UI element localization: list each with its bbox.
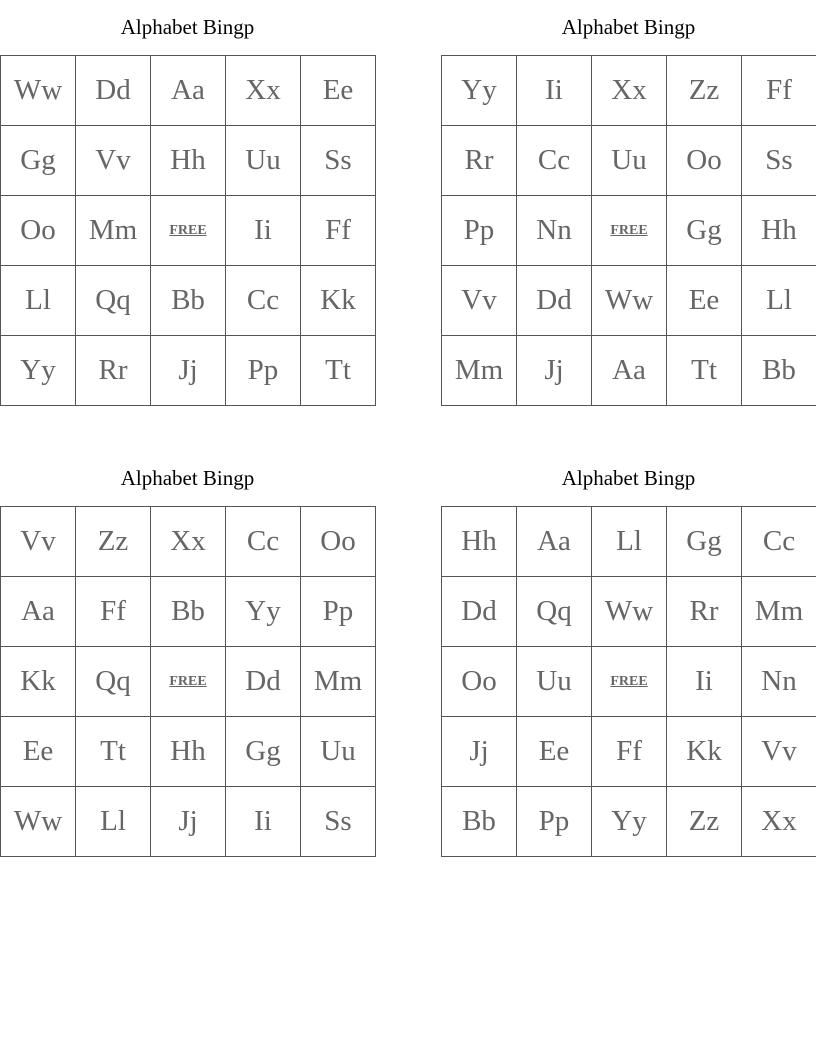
grid-cell: Hh — [151, 126, 226, 196]
grid-cell: Nn — [517, 196, 592, 266]
grid-row — [1, 266, 376, 336]
grid-row — [1, 507, 376, 577]
grid-cell: Ee — [1, 717, 76, 787]
grid-cell: Ll — [742, 266, 816, 336]
free-space-cell: FREE — [151, 647, 226, 717]
grid-row — [1, 56, 376, 126]
grid-cell: Tt — [667, 336, 742, 406]
grid-cell: Tt — [301, 336, 376, 406]
grid-cell: Cc — [517, 126, 592, 196]
grid-cell: Aa — [1, 577, 76, 647]
bingo-grid — [0, 55, 376, 406]
grid-cell: Yy — [1, 336, 76, 406]
card-title: Alphabet Bingp — [561, 15, 696, 39]
grid-cell: Ll — [1, 266, 76, 336]
grid-row — [1, 647, 376, 717]
grid-row — [1, 787, 376, 857]
grid-cell: Jj — [151, 336, 226, 406]
grid-cell: Oo — [301, 507, 376, 577]
grid-cell: Uu — [517, 647, 592, 717]
grid-row — [442, 126, 816, 196]
grid-cell: Rr — [667, 577, 742, 647]
grid-cell: Jj — [442, 717, 517, 787]
grid-cell: Oo — [1, 196, 76, 266]
grid-cell: Nn — [742, 647, 816, 717]
grid-cell: Dd — [442, 577, 517, 647]
grid-cell: Yy — [592, 787, 667, 857]
grid-cell: Rr — [76, 336, 151, 406]
grid-cell: Ii — [517, 56, 592, 126]
grid-cell: Aa — [592, 336, 667, 406]
grid-cell: Uu — [592, 126, 667, 196]
grid-cell: Cc — [226, 266, 301, 336]
grid-cell: Ii — [226, 787, 301, 857]
grid-cell: Mm — [442, 336, 517, 406]
grid-cell: Ii — [226, 196, 301, 266]
grid-cell: Ww — [1, 56, 76, 126]
grid-cell: Xx — [151, 507, 226, 577]
grid-cell: Qq — [76, 266, 151, 336]
grid-cell: Dd — [76, 56, 151, 126]
grid-cell: Ff — [742, 56, 816, 126]
free-space-cell: FREE — [592, 196, 667, 266]
grid-cell: Pp — [442, 196, 517, 266]
grid-row — [442, 717, 816, 787]
bingo-grid — [0, 506, 376, 857]
grid-cell: Ff — [592, 717, 667, 787]
grid-cell: Cc — [742, 507, 816, 577]
grid-cell: Ii — [667, 647, 742, 717]
grid-cell: Ss — [742, 126, 816, 196]
grid-cell: Tt — [76, 717, 151, 787]
grid-cell: Jj — [151, 787, 226, 857]
grid-cell: Kk — [301, 266, 376, 336]
grid-cell: Ll — [76, 787, 151, 857]
grid-row — [1, 126, 376, 196]
grid-cell: Xx — [592, 56, 667, 126]
grid-cell: Uu — [226, 126, 301, 196]
grid-cell: Gg — [226, 717, 301, 787]
card-title: Alphabet Bingp — [561, 466, 696, 490]
grid-cell: Mm — [742, 577, 816, 647]
grid-row — [1, 196, 376, 266]
grid-cell: Vv — [76, 126, 151, 196]
grid-cell: Ll — [592, 507, 667, 577]
grid-cell: Aa — [151, 56, 226, 126]
grid-cell: Ff — [301, 196, 376, 266]
grid-row — [1, 717, 376, 787]
grid-cell: Pp — [517, 787, 592, 857]
free-space-cell: FREE — [151, 196, 226, 266]
grid-cell: Vv — [442, 266, 517, 336]
grid-row — [442, 647, 816, 717]
grid-cell: Qq — [76, 647, 151, 717]
grid-cell: Gg — [667, 196, 742, 266]
grid-cell: Ww — [592, 266, 667, 336]
grid-cell: Yy — [442, 56, 517, 126]
grid-cell: Gg — [1, 126, 76, 196]
grid-cell: Bb — [151, 266, 226, 336]
bingo-grid — [441, 55, 816, 406]
grid-cell: Kk — [1, 647, 76, 717]
grid-cell: Ss — [301, 126, 376, 196]
bingo-grid — [441, 506, 816, 857]
grid-cell: Rr — [442, 126, 517, 196]
grid-row — [1, 336, 376, 406]
grid-cell: Oo — [667, 126, 742, 196]
grid-row — [442, 56, 816, 126]
grid-cell: Bb — [442, 787, 517, 857]
grid-cell: Zz — [76, 507, 151, 577]
grid-row — [442, 196, 816, 266]
grid-row — [442, 577, 816, 647]
free-space-cell: FREE — [592, 647, 667, 717]
grid-cell: Aa — [517, 507, 592, 577]
grid-cell: Bb — [151, 577, 226, 647]
grid-cell: Ee — [517, 717, 592, 787]
grid-cell: Xx — [226, 56, 301, 126]
grid-cell: Ss — [301, 787, 376, 857]
grid-cell: Jj — [517, 336, 592, 406]
grid-cell: Ww — [1, 787, 76, 857]
grid-cell: Gg — [667, 507, 742, 577]
grid-row — [442, 266, 816, 336]
grid-cell: Zz — [667, 787, 742, 857]
grid-cell: Yy — [226, 577, 301, 647]
grid-cell: Kk — [667, 717, 742, 787]
grid-row — [442, 336, 816, 406]
grid-cell: Vv — [742, 717, 816, 787]
grid-row — [442, 507, 816, 577]
grid-cell: Zz — [667, 56, 742, 126]
grid-cell: Cc — [226, 507, 301, 577]
grid-cell: Ee — [301, 56, 376, 126]
grid-cell: Qq — [517, 577, 592, 647]
grid-cell: Mm — [301, 647, 376, 717]
grid-cell: Oo — [442, 647, 517, 717]
grid-cell: Bb — [742, 336, 816, 406]
grid-cell: Hh — [151, 717, 226, 787]
grid-cell: Pp — [226, 336, 301, 406]
card-title: Alphabet Bingp — [120, 466, 255, 490]
grid-cell: Pp — [301, 577, 376, 647]
card-title: Alphabet Bingp — [120, 15, 255, 39]
grid-cell: Ww — [592, 577, 667, 647]
grid-cell: Ff — [76, 577, 151, 647]
grid-cell: Dd — [517, 266, 592, 336]
grid-row — [1, 577, 376, 647]
grid-cell: Xx — [742, 787, 816, 857]
grid-cell: Vv — [1, 507, 76, 577]
grid-cell: Ee — [667, 266, 742, 336]
grid-row — [442, 787, 816, 857]
grid-cell: Mm — [76, 196, 151, 266]
grid-cell: Hh — [742, 196, 816, 266]
grid-cell: Hh — [442, 507, 517, 577]
grid-cell: Dd — [226, 647, 301, 717]
grid-cell: Uu — [301, 717, 376, 787]
